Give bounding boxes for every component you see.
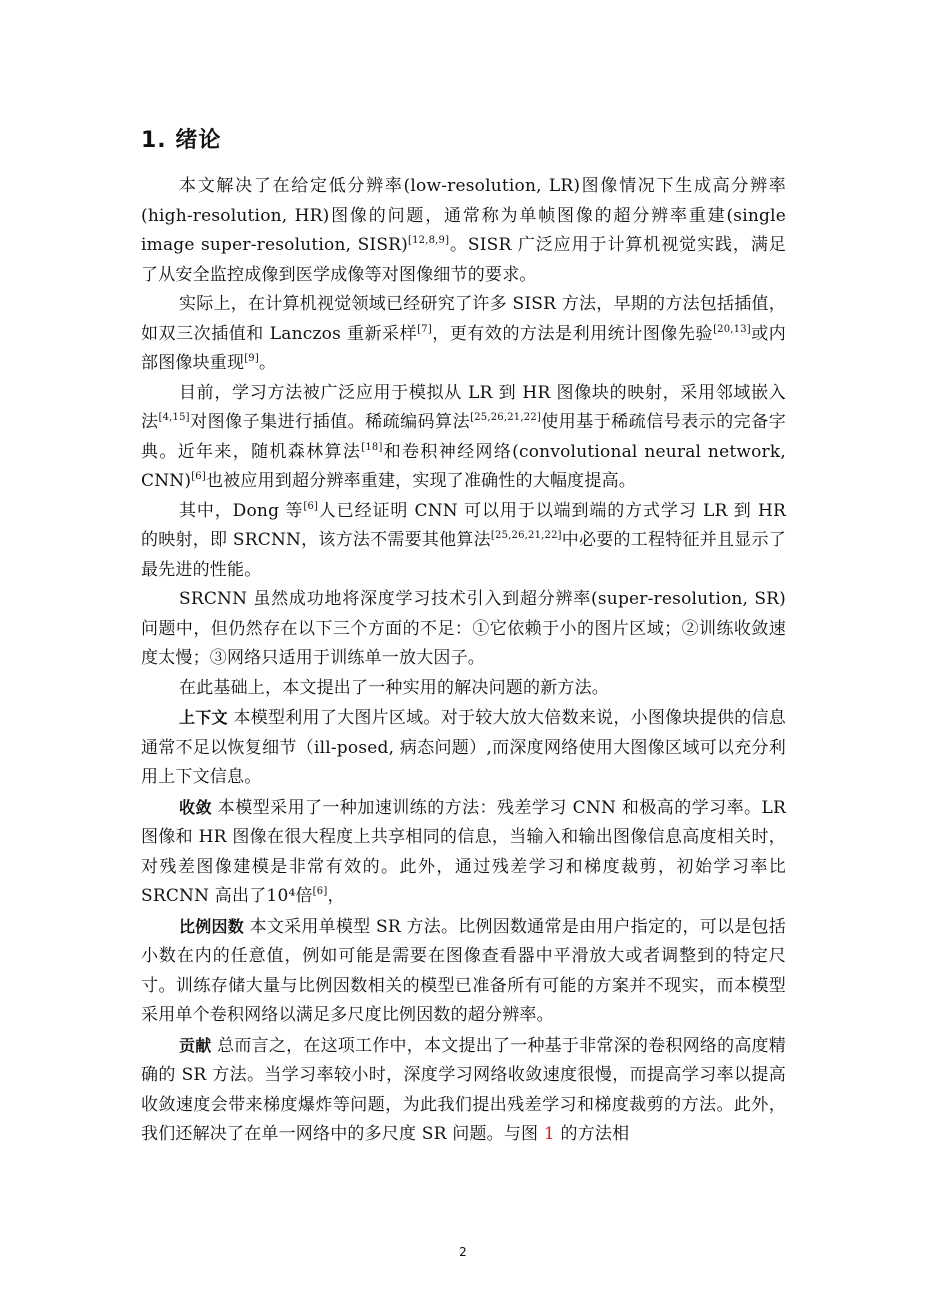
paragraph-text: 对图像子集进行插值。稀疏编码算法 bbox=[189, 412, 471, 432]
paragraph-text: 。SISR 广泛应用于计算机视觉实践，满足了从安全监控成像到医学成像等对图像细节的要求。 bbox=[141, 235, 786, 285]
section-heading: 1. 绪论 bbox=[141, 128, 222, 153]
paragraph-context bbox=[141, 703, 786, 793]
paragraph-early-methods bbox=[141, 290, 786, 379]
paragraph-text: 在此基础上，本文提出了一种实用的解决问题的新方法。 bbox=[179, 677, 609, 698]
paragraph-text: ， bbox=[327, 886, 345, 906]
paragraph-text: 的方法相 bbox=[554, 1124, 630, 1144]
citation: [25,26,21,22] bbox=[470, 412, 541, 423]
paragraph-proposal bbox=[141, 674, 786, 704]
paragraph-text: 人已经证明 CNN 可以用于以端到端的方式学习 LR 到 HR 的映射，即 SRCNN，该方法不需要其他算法 bbox=[141, 500, 786, 550]
paragraph-sisr-intro bbox=[141, 172, 786, 290]
paragraph-text: 总而言之，在这项工作中，本文提出了一种基于非常深的卷积网络的高度精确的 SR 方法。当学习率较小时，深度学习网络收敛速度很慢，而提高学习率以提高收敛速度会带来梯度爆炸等问题，为此我们提出残差学习和梯度裁剪的方法。此外，我们还解决了在单一网络中的多尺度 SR 问题。与图 bbox=[141, 1035, 786, 1144]
paragraph-text: 本文采用单模型 SR 方法。比例因数通常是由用户指定的，可以是包括小数在内的任意值，例如可能是需要在图像查看器中平滑放大或者调整到的特定尺寸。训练存储大量与比例因数相关的模型已准备所有可能的方案并不现实，而本模型采用单个卷积网络以满足多尺度比例因数的超分辨率。 bbox=[141, 916, 786, 1025]
citation: [18] bbox=[361, 441, 383, 453]
body-text bbox=[141, 172, 786, 1150]
paragraph-text: 目前，学习方法被广泛应用于模拟从 LR 到 HR 图像块的映射，采用邻域嵌入法 bbox=[141, 382, 786, 432]
figure-reference-link[interactable]: 1 bbox=[543, 1124, 555, 1144]
citation: [12,8,9] bbox=[408, 235, 450, 246]
citation: [9] bbox=[244, 353, 259, 364]
paragraph-text: 中必要的工程特征并且显示了最先进的性能。 bbox=[141, 530, 786, 580]
paragraph-text: 本模型利用了大图片区域。对于较大放大倍数来说，小图像块提供的信息通常不足以恢复细节（ill-posed, 病态问题）,而深度网络使用大图像区域可以充分利用上下文信息。 bbox=[141, 708, 786, 787]
paragraph-srcnn-limitations bbox=[141, 585, 786, 674]
paragraph-text: 使用基于稀疏信号表示的完备字典。近年来，随机森林算法 bbox=[141, 412, 787, 462]
paragraph-text: 或内部图像块重现 bbox=[141, 323, 787, 373]
paragraph-keyword: 上下文 bbox=[179, 708, 228, 727]
paragraph-contribution bbox=[141, 1031, 786, 1150]
paragraph-text: 和卷积神经网络(convolutional neural network, CNN) bbox=[141, 441, 786, 491]
paragraph-text: 倍 bbox=[295, 886, 313, 906]
paragraph-keyword: 收敛 bbox=[179, 797, 212, 817]
math-expression: 10⁴ bbox=[266, 886, 296, 906]
citation: [6] bbox=[303, 500, 319, 512]
paragraph-text: ，更有效的方法是利用统计图像先验 bbox=[431, 323, 714, 344]
page-number: 2 bbox=[459, 1245, 467, 1259]
paragraph-scale-factor bbox=[141, 912, 786, 1031]
citation: [25,26,21,22] bbox=[490, 530, 562, 541]
citation: [6] bbox=[191, 471, 206, 482]
paragraph-learning-methods bbox=[141, 379, 786, 497]
citation: [4,15] bbox=[158, 412, 190, 423]
paragraph-srcnn bbox=[141, 497, 786, 586]
paragraph-text: 本模型采用了一种加速训练的方法：残差学习 CNN 和极高的学习率。LR 图像和 HR 图像在很大程度上共享相同的信息，当输入和输出图像信息高度相关时，对残差图像建模是非常有效的。此外，通过残差学习和梯度裁剪，初始学习率比 SRCNN 高出了 bbox=[141, 797, 786, 906]
citation: [7] bbox=[417, 323, 432, 335]
paragraph-text: 其中，Dong 等 bbox=[179, 500, 304, 521]
paragraph-text: 也被应用到超分辨率重建，实现了准确性的大幅度提高。 bbox=[205, 471, 636, 491]
paragraph-text: 。 bbox=[258, 353, 277, 373]
paragraph-text: SRCNN 虽然成功地将深度学习技术引入到超分辨率(super-resolution, SR)问题中，但仍然存在以下三个方面的不足：①它依赖于小的图片区域；②训练收敛速度太慢；③网络只适用于训练单一放大因子。 bbox=[141, 589, 786, 668]
citation: [6] bbox=[312, 886, 328, 897]
paragraph-keyword: 贡献 bbox=[179, 1035, 212, 1055]
paragraph-text: 本文解决了在给定低分辨率(low-resolution, LR)图像情况下生成高分辨率(high-resolution, HR)图像的问题，通常称为单帧图像的超分辨率重建(single image super-resolution, SISR) bbox=[141, 176, 786, 255]
paragraph-text: 实际上，在计算机视觉领域已经研究了许多 SISR 方法，早期的方法包括插值，如双三次插值和 Lanczos 重新采样 bbox=[141, 294, 786, 344]
paragraph-keyword: 比例因数 bbox=[179, 916, 244, 936]
paragraph-convergence bbox=[141, 793, 786, 912]
citation: [20,13] bbox=[713, 323, 751, 335]
